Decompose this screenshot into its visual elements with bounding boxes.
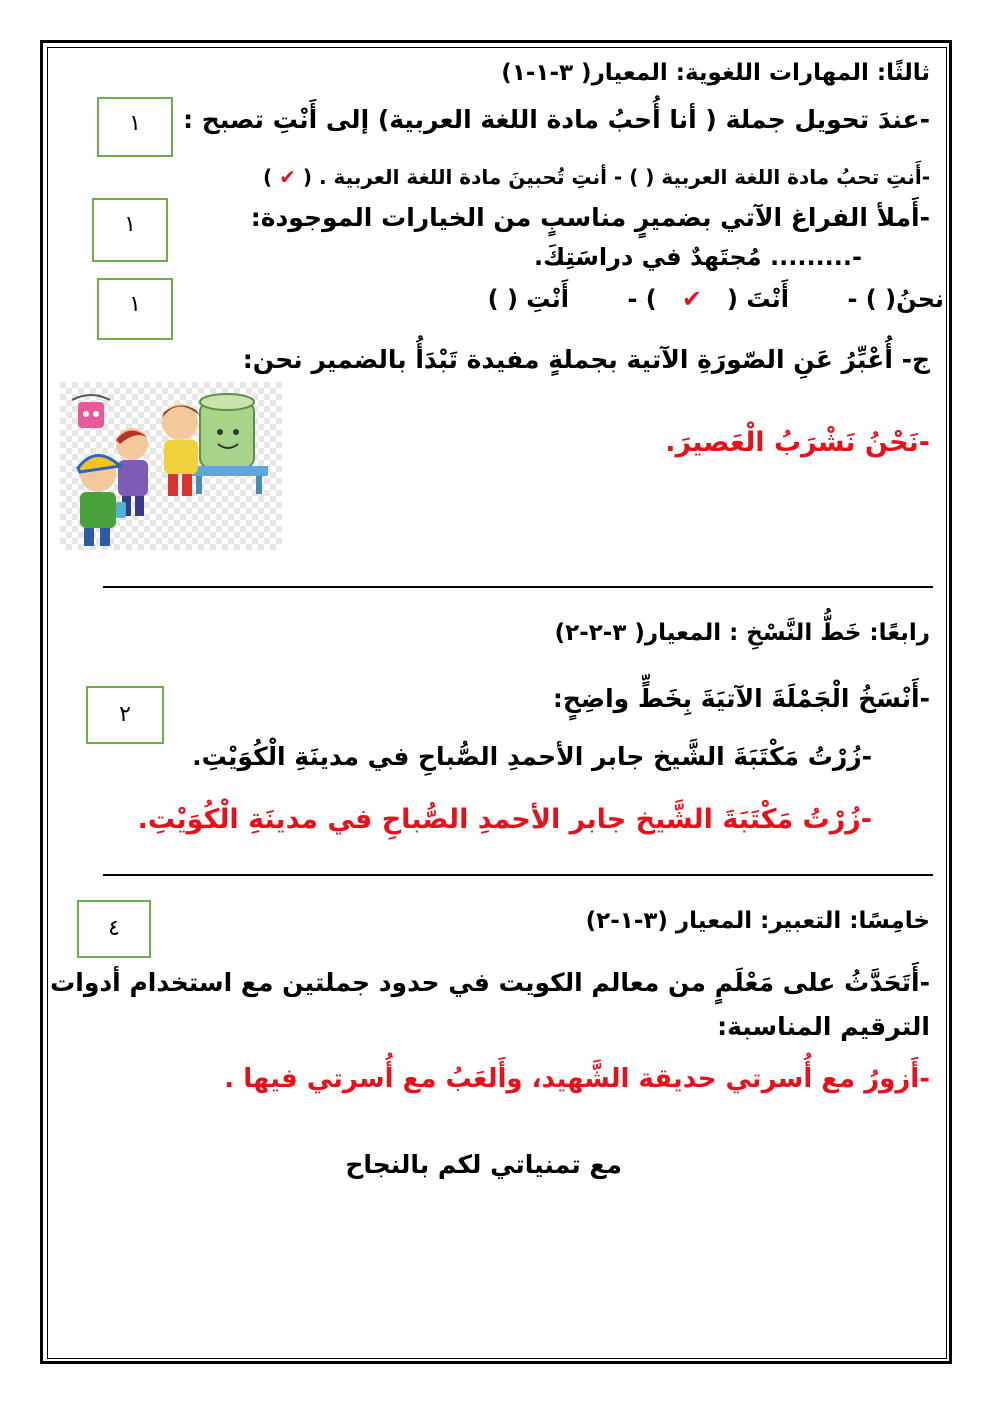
section5-answer: -أَزورُ مع أُسرتي حديقة الشَّهيد، وأَلعَبُ مع أُسرتي فيها . xyxy=(224,1064,930,1094)
section3-q2-sentence: -......... مُجتَهدٌ في دراسَتِكَ. xyxy=(534,243,862,271)
score-box-section4: ٢ xyxy=(86,686,164,744)
section3-q1: -عندَ تحويل جملة ( أنا أُحبُ مادة اللغة العربية) إلى أَنْتِ تصبح : xyxy=(183,105,930,134)
section3-q3-answer: -نَحْنُ نَشْرَبُ الْعَصيرَ. xyxy=(665,427,930,458)
section3-q2: -أَملأ الفراغ الآتي بضميرٍ مناسبٍ من الخيارات الموجودة: xyxy=(250,203,930,232)
option-nahnu: نحنُ( ) - xyxy=(847,285,944,313)
option-anta-close: ) - xyxy=(627,285,657,313)
section5-instruction-line2: الترقيم المناسبة: xyxy=(717,1012,930,1041)
checkmark-icon: ✔ xyxy=(279,165,296,189)
q1-options-text: -أَنتِ تحبُ مادة اللغة العربية ( ) - أنتِ تُحبينَ مادة اللغة العربية . ( xyxy=(302,165,930,189)
checkmark-icon: ✔ xyxy=(681,285,702,313)
option-anti: أَنْتِ ( ) xyxy=(487,285,569,313)
q1-options-close: ) xyxy=(263,165,273,189)
section3-q3: ج- أُعْبِّرُ عَنِ الصّورَةِ الآتية بجملةٍ مفيدة تَبْدَأُ بالضمير نحن: xyxy=(242,345,930,374)
score-box-q1: ١ xyxy=(97,97,173,157)
section-divider xyxy=(103,586,933,588)
section4-sentence: -زُرْتُ مَكْتَبَةَ الشَّيخ جابر الأحمدِ الصُّباحِ في مدينَةِ الْكُوَيْتِ. xyxy=(192,742,872,771)
score-box-q2: ١ xyxy=(92,198,168,262)
section4-instruction: -أَنْسَخُ الْجَمْلَةَ الآتيَةَ بِخَطٍّ واضِحٍ: xyxy=(552,684,930,713)
section-divider xyxy=(103,874,933,876)
score-box-section5: ٤ xyxy=(77,900,151,958)
section5-heading: خامِسًا: التعبير: المعيار (٣-١-٢) xyxy=(585,908,930,934)
section3-q1-options xyxy=(263,165,930,189)
section3-q2-options xyxy=(488,285,944,313)
section4-answer: -زُرْتُ مَكْتَبَةَ الشَّيخ جابر الأحمدِ الصُّباحِ في مدينَةِ الْكُوَيْتِ. xyxy=(137,804,872,835)
score-box-q3: ١ xyxy=(97,278,173,340)
section4-heading: رابعًا: خَطُّ النَّسْخِ : المعيار( ٣-٢-٢) xyxy=(554,620,930,646)
section3-heading: ثالثًا: المهارات اللغوية: المعيار( ٣-١-١) xyxy=(501,60,930,86)
section5-instruction-line1: -أَتَحَدَّثُ على مَعْلَمٍ من معالم الكويت في حدود جملتين مع استخدام أدوات xyxy=(50,968,930,997)
closing-message: مع تمنياتي لكم بالنجاح xyxy=(345,1150,622,1179)
children-drinking-juice-illustration xyxy=(60,382,282,550)
option-anta: أَنْتَ ( xyxy=(727,285,789,313)
